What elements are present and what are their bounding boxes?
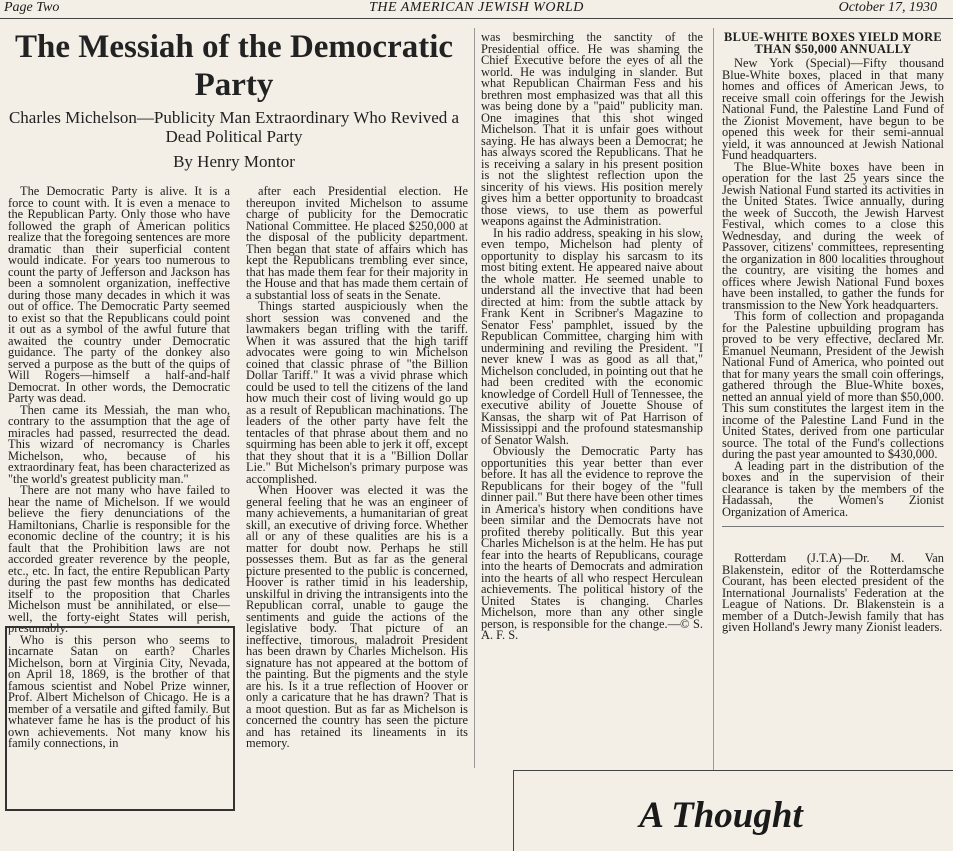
paragraph: was besmirching the sanctity of the Presidential office. He was shaming the Chief Executive before the eyes of all the world. He was indulging in slander. But what Republican Chairman Fess and his brethren most emphasized was that all this was being done by a "paid" publicity man. One imagines that this shot winged Michelson. That it is unfair goes without saying. He has always been a Democrat; he has always scored the Republicans. That he is receiving a salary in his present position is not the slightest reflection upon the sincerity of his views. His position merely gives him a better opportunity to broadcast those views, to use them as powerful weapons against the Administration.	[481, 32, 703, 228]
paragraph: When Hoover was elected it was the general feeling that he was an engineer of many achievements, a humanitarian of great skill, an executive of driving force. Whether all or any of these qualities are his is a matter for doubt now. Perhaps he still possesses them. But as far as the general picture presented to the public is concerned, Hoover is rather timid in his leadership, unskilful in driving the intransigents into the Republican corral, unable to gauge the sentiments and guide the actions of the legislative body. That picture of an ineffective, timorous, maladroit President has been drawn by Charles Michelson. His signature has not appeared at the bottom of the painting. But the pigments and the style are his. Is it a true reflection of Hoover or only a caricature that he has drawn? That is a moot question. But as far as Michelson is concerned the country has seen the picture and has retained its lineaments in its memory.	[246, 483, 468, 750]
page-header	[0, 0, 953, 18]
article-column-3	[481, 32, 703, 744]
paragraph: The Blue-White boxes have been in operation for the last 25 years since the Jewish National Fund started its activities in the United States. Twice annually, during the week of Succoth, the Jewish Harvest Festival, which comes to a close this Wednesday, and during the week of Passover, citizens' committees, representing the organization in 800 localities throughout the country, are visiting the homes and offices where Jewish National Fund boxes have been installed, to gather the funds for transmission to the New York headquarters.	[722, 159, 944, 312]
headline-line-1: The Messiah of the Democratic	[14, 29, 454, 65]
story-separator	[722, 526, 944, 553]
paragraph: This form of collection and propaganda for the Palestine upbuilding program has proved to be very effective, declared Mr. Emanuel Neumann, President of the Jewish National Fund of America, who pointed out that for many years the small coin offerings, gathered through the Blue-White boxes, netted an annual yield of more than $50,000. This sum constitutes the largest item in the income of the Palestine Land Fund in the United States, derived from one particular source. The total of the Fund's collections during the past year amounted to $430,000.	[722, 309, 944, 461]
paragraph: Who is this person who seems to incarnate Satan on earth? Charles Michelson, born at Virginia City, Nevada, on April 18, 1869, is the brother of that famous scientist and Nobel Prize winner, Prof. Albert Michelson of Chicago. He is a member of a versatile and gifted family. But whatever fame he has is the product of his own achievements. Not many know his family connections, in	[8, 632, 230, 750]
publication-name: THE AMERICAN JEWISH WORLD	[369, 0, 584, 15]
page-number: Page Two	[4, 0, 60, 15]
sidebar-headline: BLUE-WHITE BOXES YIELD MORE THAN $50,000 ANNUALLY	[724, 32, 942, 56]
header-rule	[0, 18, 953, 19]
article-byline: By Henry Montor	[173, 152, 295, 171]
headline-line-2: Party	[194, 67, 274, 103]
thought-title: A Thought	[639, 795, 803, 836]
column-divider	[713, 28, 714, 770]
issue-date: October 17, 1930	[838, 0, 937, 15]
paragraph: The Democratic Party is alive. It is a force to count with. It is even a menace to the Republican Party. Only those who have followed the graph of American politics realize that the foregoing sentences are more dramatic than their superficial content would indicate. For years too numerous to count the party of Jefferson and Jackson has been a somnolent organization, ineffective during those many decades in which it was out of office. The Democratic Party seemed to exist so that the Republicans could point it out as a symbol of the awful future that awaited the country under Democratic guidance. The party of the donkey also served a purpose as the butt of the quips of Will Rogers—himself a half-and-half Democrat. In other words, the Democratic Party was dead.	[8, 186, 230, 405]
paragraph: Obviously the Democratic Party has opportunities this year better than ever before. It has all the evidence to reprove the Republicans for their bogey of the "full dinner pail." But there have been other times in America's history when conditions have been similar and the Democrats have not profited thereby politically. But this year Charles Michelson is at the helm. He has put fear into the hearts of Republicans, courage into the hearts of Democrats and admiration into the hearts of all who respect Herculean achievements. The political history of the United States is changing. Charles Michelson, more than any other single person, is responsible for the change.—© S. A. F. S.	[481, 444, 703, 642]
paragraph: after each Presidential election. He thereupon invited Michelson to assume charge of publicity for the Democratic National Committee. He placed $250,000 at the disposal of the publicity department. Then began that state of affairs which has kept the Republicans trembling ever since, that has made them fear for their majority in the House and that has made them certain of a substantial loss of seats in the Senate.	[246, 186, 468, 302]
paragraph: Rotterdam (J.T.A)—Dr. M. Van Blakenstein, editor of the Rotterdamsche Courant, has been elected president of the International Journalists' Federation at the League of Nations. Dr. Blakenstein is a member of a Dutch-Jewish family that has given Holland's Jewry many Zionist leaders.	[722, 551, 944, 634]
paragraph: Things started auspiciously when the short session was convened and the lawmakers began trifling with the tariff. When it was assured that the high tariff advocates were going to win Michelson coined that classic phrase of "the Billion Dollar Tariff." It was a vivid phrase which could be used to tell the citizens of the land how much their cost of living would go up as a result of Republican machinations. The leaders of the other party have felt the tentacles of that phrase about them and no squirming has been able to jerk it off, except that they shout that it is a "Billion Dollar Lie." But Michelson's primary purpose was accomplished.	[246, 299, 468, 486]
highlight-box	[5, 626, 235, 811]
article-headline	[8, 28, 460, 104]
sidebar-column	[722, 32, 944, 758]
paragraph: Then came its Messiah, the man who, contrary to the assumption that the age of miracles had passed, resurrected the dead. This wizard of necromancy is Charles Michelson, who, because of his extraordinary feat, has been characterized as "the world's greatest publicity man."	[8, 402, 230, 486]
column-divider	[474, 28, 475, 768]
article-subhead: Charles Michelson—Publicity Man Extraordinary Who Revived a Dead Political Party	[8, 108, 460, 146]
paragraph: There are not many who have failed to hear the name of Michelson. If we would believe the fiery denunciations of the Hamiltonians, Charlie is responsible for the economic decline of the country; it is his fault that the Prohibition laws are not accorded greater reverence by the people, etc., etc. In fact, the entire Republican Party during the past few months has dedicated itself to the proposition that Charles Michelson must be annihilated, or else—well, the forty-eight States will perish, presumably.	[8, 483, 230, 635]
article-column-2	[246, 186, 468, 841]
paragraph: New York (Special)—Fifty thousand Blue-White boxes, placed in that many homes and offices of American Jews, to receive small coin offerings for the Jewish National Fund, the Palestine Land Fund of the Zionist Movement, have begun to be opened this week for their semi-annual yield, it was announced at Jewish National Fund headquarters.	[722, 56, 944, 162]
paragraph: In his radio address, speaking in his slow, even tempo, Michelson had plenty of opportunity to display his sarcasm to its most biting extent. He appeared naive about the whole matter. He seemed unable to understand all the invective that had been directed at him: from the subtle attack by Frank Kent in Scribner's Magazine to Senator Fess' pamphlet, issued by the Republican Committee, charging him with undermining and reviling the President. "I never knew I was as good as all that," Michelson concluded, in pointing out that he had been credited with the economic knowledge of Cordell Hull of Tennessee, the executive ability of Jouette Shouse of Kansas, the sharp wit of Pat Harrison of Mississippi and the profound statesmanship of Senator Walsh.	[481, 225, 703, 447]
paragraph: A leading part in the distribution of the boxes and in the supervision of their clearance is taken by the members of the Hadassah, the Women's Zionist Organization of America.	[722, 458, 944, 519]
